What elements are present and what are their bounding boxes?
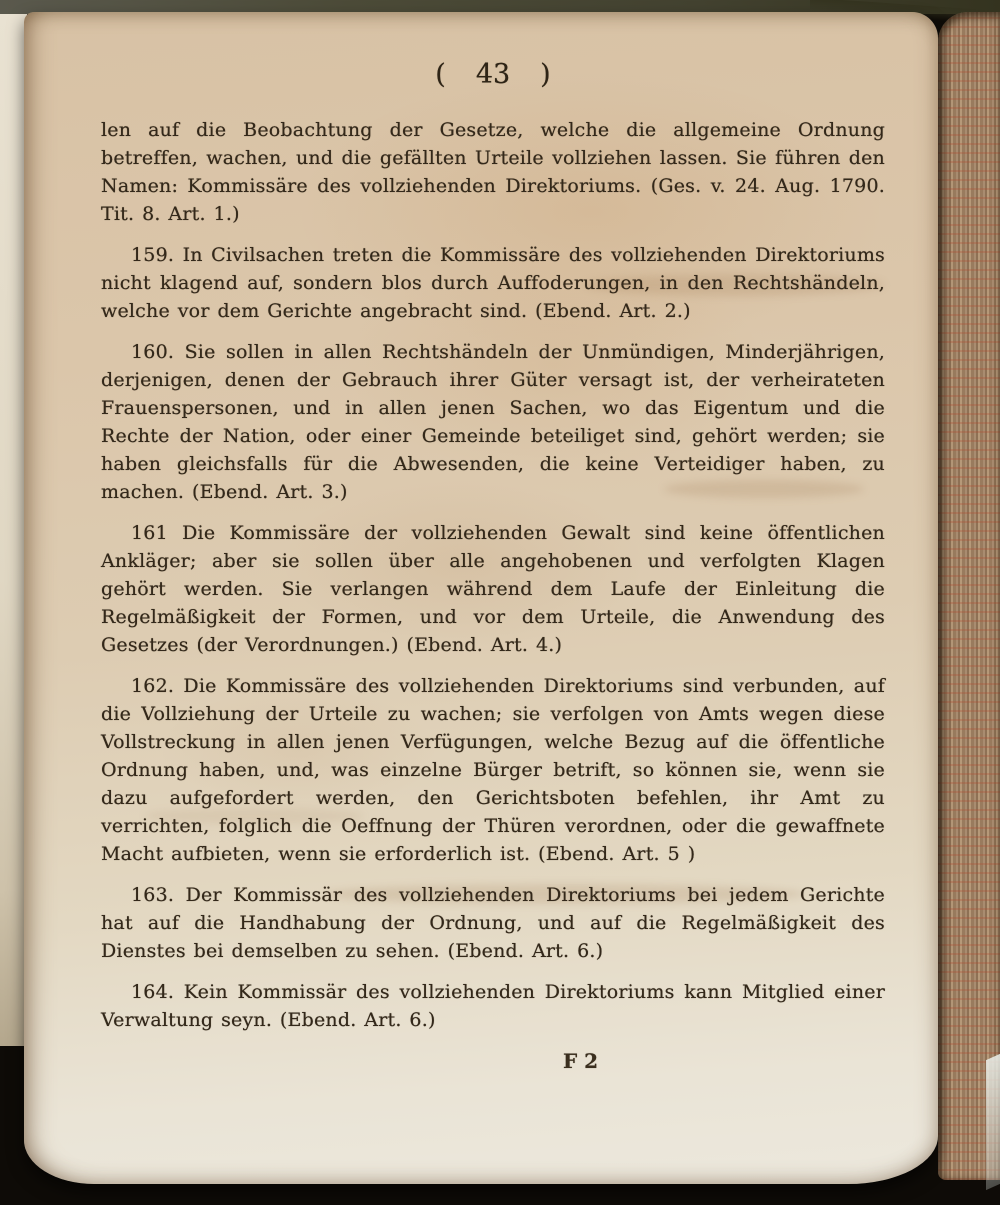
signature-mark: F 2 [563,1049,599,1073]
close-paren: ) [540,59,551,90]
page-number-header [101,58,885,92]
adjacent-page-edge [0,6,27,1046]
paragraph-162: 162. Die Kommissäre des vollziehenden Direktoriums sind verbunden, auf die Vollziehung der Urteile zu wachen; sie verfolgen von Amts wegen diese Vollstreckung in allen jenen Verfügungen, welche Bezug auf die öffentliche Ordnung haben, und, was einzelne Bürger betrift, so können sie, wenn sie dazu aufgefordert werden, den Gerichtsboten befehlen, ihr Amt zu verrichten, folglich die Oeffnung der Thüren verordnen, oder die gewaffnete Macht aufbieten, wenn sie erforderlich ist. (Ebend. Art. 5 ) [101,675,885,865]
paragraph-164: 164. Kein Kommissär des vollziehenden Direktoriums kann Mitglied einer Verwaltung seyn. (Ebend. Art. 6.) [101,981,885,1031]
paragraph-continuation: len auf die Beobachtung der Gesetze, welche die allgemeine Ordnung betreffen, wachen, und die gefällten Urteile vollziehen lassen. Sie führen den Namen: Kommissäre des vollziehenden Direktoriums. (Ges. v. 24. Aug. 1790. Tit. 8. Art. 1.) [101,119,885,225]
paragraph-159: 159. In Civilsachen treten die Kommissäre des vollziehenden Direktoriums nicht klagend auf, sondern blos durch Auffoderungen, in den Rechtshändeln, welche vor dem Gerichte angebracht sind. (Ebend. Art. 2.) [101,244,885,322]
open-paren: ( [435,59,446,90]
paragraph-160: 160. Sie sollen in allen Rechtshändeln der Unmündigen, Minderjährigen, derjenigen, denen der Gebrauch ihrer Güter versagt ist, der verheirateten Frauenspersonen, und in allen jenen Sachen, wo das Eigentum und die Rechte der Nation, oder einer Gemeinde beteiliget sind, gehört werden; sie haben gleichsfalls für die Abwesenden, die keine Verteidiger haben, zu machen. (Ebend. Art. 3.) [101,341,885,503]
book-page [24,12,938,1184]
book-fore-edge-pages [938,12,1000,1180]
page-content [101,58,885,1075]
page-number: 43 [475,59,511,90]
paragraph-161: 161 Die Kommissäre der vollziehenden Gewalt sind keine öffentlichen Ankläger; aber sie sollen über alle angehobenen und verfolgten Klagen gehört werden. Sie verlangen während dem Laufe der Einleitung die Regelmäßigkeit der Formen, und vor dem Urteile, die Anwendung des Gesetzes (der Verordnungen.) (Ebend. Art. 4.) [101,522,885,656]
plastic-sleeve-glint [986,1054,1000,1190]
paragraph-163: 163. Der Kommissär des vollziehenden Direktoriums bei jedem Gerichte hat auf die Handhabung der Ordnung, und auf die Regelmäßigkeit des Dienstes bei demselben zu sehen. (Ebend. Art. 6.) [101,884,885,962]
